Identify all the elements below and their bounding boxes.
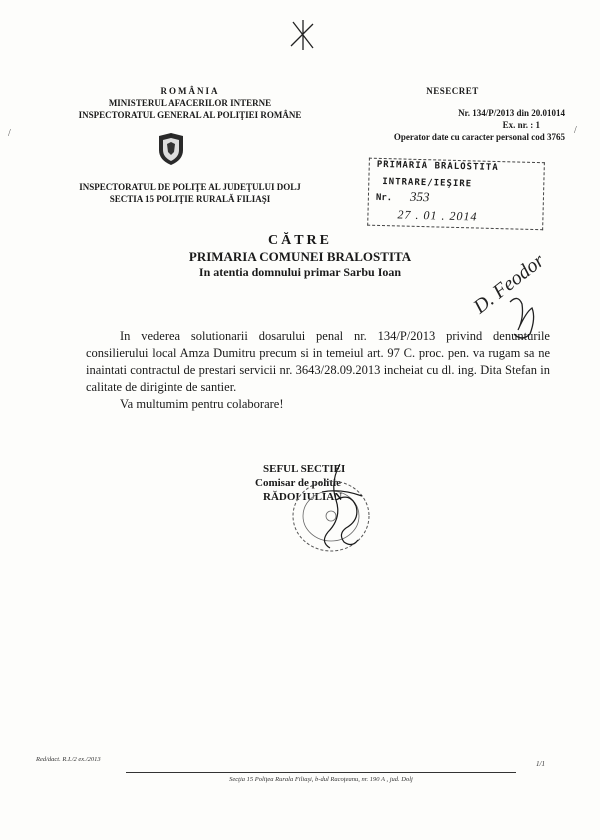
ministry-name: MINISTERUL AFACERILOR INTERNE	[108, 98, 272, 108]
signature-name: RĂDOI IULIAN	[263, 491, 343, 503]
handwritten-note-text: D. Feodor	[469, 249, 549, 319]
footer-divider	[126, 772, 516, 773]
margin-mark-left: /	[8, 128, 11, 139]
page-number: 1/1	[536, 760, 545, 768]
unit-line-1: INSPECTORATUL DE POLIŢE AL JUDEŢULUI DOLJ	[79, 182, 301, 192]
margin-mark-right: /	[574, 125, 577, 136]
copy-number: Ex. nr. : 1	[502, 120, 540, 130]
signature-scribble-icon	[300, 462, 380, 552]
body-paragraph-2: Va multumim pentru colaborare!	[120, 397, 284, 411]
addressee-attention: In atentia domnului primar Sarbu Ioan	[198, 265, 402, 279]
addressee-to: CĂTRE	[267, 233, 332, 248]
addressee-institution: PRIMARIA COMUNEI BRALOSTITA	[188, 249, 412, 264]
issuing-unit	[40, 181, 340, 205]
reference-note: Red/dact. R.I./2 ex./2013	[36, 756, 101, 763]
coat-of-arms-icon	[157, 132, 185, 166]
stamp-nr-label: Nr.	[375, 192, 393, 204]
signature-rank: Comisar de politie	[255, 477, 341, 489]
header-right	[340, 85, 565, 143]
letter-body	[86, 328, 550, 413]
addressee-block	[100, 232, 500, 280]
stamp-institution: PRIMARIA BRALOSTITA	[376, 159, 499, 174]
registration-stamp	[367, 158, 549, 233]
body-paragraph-1: In vederea solutionarii dosarului penal nr. 134/P/2013 privind denunturile consilierului local Amza Dumitru precum si in temeiul art. 97 C. proc. pen. va rugam sa ne inaintati contractul de prestari servicii nr. 3643/28.09.2013 incheiat cu dl. ing. Dita Stefan in calitate de diriginte de santier.	[86, 329, 550, 394]
stamp-date: 27 . 01 . 2014	[397, 207, 478, 224]
handwritten-asterisk-mark	[283, 18, 323, 52]
inspectorate-name: INSPECTORATUL GENERAL AL POLIŢIEI ROMÂNE	[78, 110, 302, 120]
signature-title: SEFUL SECTIEI	[263, 463, 346, 475]
operator-code: Operator date cu caracter personal cod 3765	[393, 132, 565, 142]
unit-line-2: SECTIA 15 POLIŢIE RURALĂ FILIAŞI	[109, 194, 271, 204]
stamp-entry-exit: INTRARE/IEŞIRE	[382, 177, 473, 190]
header-left	[40, 85, 340, 121]
country-name: ROMÂNIA	[160, 86, 220, 96]
classification-label: NESECRET	[426, 86, 479, 96]
document-number: Nr. 134/P/2013 din 20.01014	[458, 108, 565, 118]
stamp-nr-value: 353	[409, 188, 430, 205]
footer-address: Secţia 15 Poliţea Rurala Filiaşi, b-dul Racoţeanu, nr. 190 A , jud. Dolj	[229, 776, 413, 783]
